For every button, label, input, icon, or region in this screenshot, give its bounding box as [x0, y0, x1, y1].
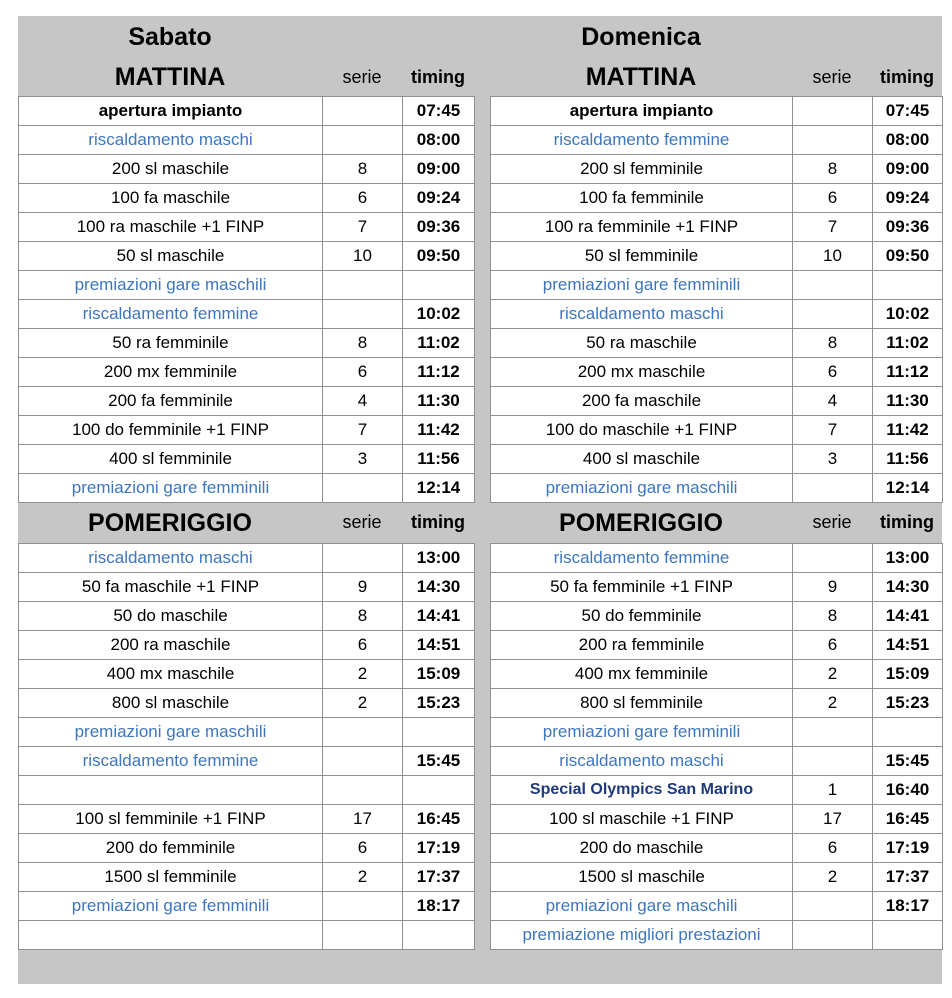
serie-cell: 2 — [323, 660, 403, 689]
event-cell: 100 fa femminile — [491, 184, 793, 213]
time-cell: 10:02 — [873, 300, 943, 329]
schedule-row — [491, 271, 943, 300]
time-cell: 14:30 — [873, 573, 943, 602]
event-cell: 200 do femminile — [19, 834, 323, 863]
serie-header: serie — [342, 67, 382, 87]
event-cell: riscaldamento maschi — [19, 544, 323, 573]
event-cell: apertura impianto — [491, 97, 793, 126]
schedule-row — [491, 213, 943, 242]
time-cell: 17:19 — [873, 834, 943, 863]
schedule-row — [491, 631, 943, 660]
schedule-row — [19, 805, 475, 834]
time-cell — [403, 271, 475, 300]
schedule-row — [491, 155, 943, 184]
event-cell: riscaldamento maschi — [491, 300, 793, 329]
event-cell: premiazioni gare maschili — [19, 718, 323, 747]
schedule-row — [19, 387, 475, 416]
event-cell: 100 sl maschile +1 FINP — [491, 805, 793, 834]
event-cell: premiazioni gare femminili — [19, 474, 323, 503]
schedule-row — [491, 660, 943, 689]
serie-cell — [323, 747, 403, 776]
serie-cell: 6 — [323, 834, 403, 863]
event-cell: 200 fa femminile — [19, 387, 323, 416]
serie-cell — [323, 126, 403, 155]
day-title: Sabato — [128, 23, 212, 51]
event-cell: 50 ra maschile — [491, 329, 793, 358]
sunday-afternoon-header — [490, 503, 942, 543]
event-cell: 100 ra maschile +1 FINP — [19, 213, 323, 242]
event-cell: 100 sl femminile +1 FINP — [19, 805, 323, 834]
time-cell — [873, 271, 943, 300]
serie-cell: 6 — [793, 358, 873, 387]
event-cell: 50 do maschile — [19, 602, 323, 631]
serie-cell — [323, 921, 403, 950]
time-cell: 09:24 — [403, 184, 475, 213]
saturday-afternoon-header — [18, 503, 474, 543]
schedule-row — [19, 358, 475, 387]
event-cell: 200 do maschile — [491, 834, 793, 863]
serie-cell — [323, 544, 403, 573]
time-cell: 14:41 — [403, 602, 475, 631]
serie-cell: 6 — [323, 358, 403, 387]
saturday-morning-table — [18, 96, 475, 503]
sunday-panel — [490, 16, 942, 950]
serie-header: serie — [812, 512, 852, 532]
serie-cell: 8 — [793, 602, 873, 631]
time-cell: 18:17 — [403, 892, 475, 921]
serie-cell: 6 — [793, 631, 873, 660]
time-cell: 17:19 — [403, 834, 475, 863]
serie-cell — [323, 776, 403, 805]
serie-cell: 8 — [323, 155, 403, 184]
serie-cell — [323, 271, 403, 300]
schedule-row — [491, 358, 943, 387]
schedule-row — [491, 416, 943, 445]
schedule-row — [19, 242, 475, 271]
serie-cell — [793, 126, 873, 155]
time-cell: 11:30 — [403, 387, 475, 416]
schedule-row — [19, 921, 475, 950]
event-cell: apertura impianto — [19, 97, 323, 126]
schedule-row — [491, 445, 943, 474]
event-cell: 50 fa maschile +1 FINP — [19, 573, 323, 602]
event-cell: premiazioni gare femminili — [491, 718, 793, 747]
schedule-row — [491, 921, 943, 950]
schedule-row — [491, 834, 943, 863]
time-cell: 11:42 — [403, 416, 475, 445]
time-cell: 07:45 — [873, 97, 943, 126]
schedule-row — [19, 660, 475, 689]
time-cell: 16:45 — [403, 805, 475, 834]
time-cell: 12:14 — [403, 474, 475, 503]
event-cell: premiazioni gare maschili — [491, 474, 793, 503]
event-cell: 1500 sl maschile — [491, 863, 793, 892]
saturday-afternoon-table — [18, 543, 475, 950]
time-cell: 18:17 — [873, 892, 943, 921]
time-cell: 16:40 — [873, 776, 943, 805]
schedule-row — [491, 242, 943, 271]
serie-cell — [793, 892, 873, 921]
schedule-row — [491, 892, 943, 921]
event-cell: 400 sl maschile — [491, 445, 793, 474]
time-cell: 16:45 — [873, 805, 943, 834]
event-cell — [19, 776, 323, 805]
serie-cell: 10 — [793, 242, 873, 271]
serie-cell — [793, 921, 873, 950]
schedule-row — [491, 387, 943, 416]
sunday-morning-table — [490, 96, 943, 503]
serie-cell — [793, 718, 873, 747]
schedule-row — [19, 544, 475, 573]
serie-cell: 9 — [323, 573, 403, 602]
time-cell — [403, 718, 475, 747]
time-cell: 09:00 — [873, 155, 943, 184]
timing-header: timing — [880, 67, 934, 87]
timing-header: timing — [880, 512, 934, 532]
time-cell: 15:09 — [873, 660, 943, 689]
event-cell: 800 sl maschile — [19, 689, 323, 718]
saturday-morning-header — [18, 16, 474, 96]
session-title: POMERIGGIO — [559, 509, 723, 537]
time-cell: 14:51 — [873, 631, 943, 660]
serie-cell — [323, 892, 403, 921]
schedule-row — [491, 126, 943, 155]
session-title: MATTINA — [114, 63, 226, 91]
time-cell: 15:45 — [403, 747, 475, 776]
event-cell: 1500 sl femminile — [19, 863, 323, 892]
event-cell: 200 ra maschile — [19, 631, 323, 660]
schedule-row — [19, 184, 475, 213]
event-cell: 200 sl maschile — [19, 155, 323, 184]
event-cell: riscaldamento maschi — [491, 747, 793, 776]
timing-header: timing — [411, 67, 465, 87]
saturday-panel — [18, 16, 474, 950]
event-cell: 200 fa maschile — [491, 387, 793, 416]
schedule-row — [491, 718, 943, 747]
schedule-row — [19, 573, 475, 602]
time-cell: 11:56 — [403, 445, 475, 474]
time-cell: 15:23 — [403, 689, 475, 718]
serie-cell: 2 — [793, 689, 873, 718]
event-cell: premiazioni gare maschili — [491, 892, 793, 921]
schedule-row — [491, 573, 943, 602]
serie-cell — [793, 271, 873, 300]
serie-cell — [793, 300, 873, 329]
event-cell: 100 do maschile +1 FINP — [491, 416, 793, 445]
event-cell: 50 sl femminile — [491, 242, 793, 271]
serie-cell: 2 — [323, 689, 403, 718]
schedule-row — [19, 300, 475, 329]
schedule-row — [19, 213, 475, 242]
time-cell — [403, 921, 475, 950]
event-cell: premiazioni gare femminili — [19, 892, 323, 921]
event-cell: 50 fa femminile +1 FINP — [491, 573, 793, 602]
schedule-row — [19, 834, 475, 863]
time-cell: 11:02 — [403, 329, 475, 358]
event-cell: 50 ra femminile — [19, 329, 323, 358]
schedule-row — [19, 747, 475, 776]
event-cell: 100 do femminile +1 FINP — [19, 416, 323, 445]
event-cell: premiazioni gare femminili — [491, 271, 793, 300]
event-cell: Special Olympics San Marino — [491, 776, 793, 805]
event-cell: 400 mx maschile — [19, 660, 323, 689]
sunday-morning-header — [490, 16, 942, 96]
time-cell: 13:00 — [873, 544, 943, 573]
schedule-row — [19, 97, 475, 126]
time-cell: 09:50 — [873, 242, 943, 271]
time-cell: 11:02 — [873, 329, 943, 358]
time-cell — [403, 776, 475, 805]
event-cell: 50 sl maschile — [19, 242, 323, 271]
time-cell — [873, 921, 943, 950]
time-cell: 09:24 — [873, 184, 943, 213]
schedule-row — [491, 805, 943, 834]
time-cell: 15:23 — [873, 689, 943, 718]
serie-cell: 6 — [793, 834, 873, 863]
serie-cell: 7 — [793, 416, 873, 445]
schedule-row — [491, 329, 943, 358]
schedule-row — [19, 271, 475, 300]
serie-cell — [323, 718, 403, 747]
time-cell: 15:09 — [403, 660, 475, 689]
serie-cell: 17 — [323, 805, 403, 834]
serie-cell: 6 — [793, 184, 873, 213]
schedule-row — [491, 184, 943, 213]
event-cell: 800 sl femminile — [491, 689, 793, 718]
time-cell — [873, 718, 943, 747]
schedule-row — [491, 474, 943, 503]
time-cell: 09:00 — [403, 155, 475, 184]
event-cell: premiazione migliori prestazioni — [491, 921, 793, 950]
event-cell: 100 ra femminile +1 FINP — [491, 213, 793, 242]
event-cell: 200 sl femminile — [491, 155, 793, 184]
serie-cell: 3 — [793, 445, 873, 474]
serie-cell — [323, 300, 403, 329]
event-cell: premiazioni gare maschili — [19, 271, 323, 300]
time-cell: 17:37 — [403, 863, 475, 892]
time-cell: 13:00 — [403, 544, 475, 573]
serie-cell — [793, 97, 873, 126]
serie-cell — [323, 474, 403, 503]
schedule-row — [491, 689, 943, 718]
time-cell: 11:56 — [873, 445, 943, 474]
schedule-row — [19, 602, 475, 631]
schedule-row — [491, 300, 943, 329]
event-cell: riscaldamento femmine — [19, 300, 323, 329]
event-cell: riscaldamento femmine — [19, 747, 323, 776]
day-title: Domenica — [581, 23, 701, 51]
serie-cell: 2 — [323, 863, 403, 892]
time-cell: 11:12 — [873, 358, 943, 387]
time-cell: 09:36 — [873, 213, 943, 242]
serie-cell: 7 — [793, 213, 873, 242]
time-cell: 11:12 — [403, 358, 475, 387]
event-cell: 400 sl femminile — [19, 445, 323, 474]
schedule-row — [491, 97, 943, 126]
serie-cell: 7 — [323, 416, 403, 445]
time-cell: 09:36 — [403, 213, 475, 242]
schedule-row — [19, 718, 475, 747]
schedule-row — [19, 445, 475, 474]
time-cell: 11:30 — [873, 387, 943, 416]
serie-cell: 6 — [323, 184, 403, 213]
time-cell: 09:50 — [403, 242, 475, 271]
schedule-row — [491, 747, 943, 776]
serie-cell: 2 — [793, 863, 873, 892]
serie-cell: 4 — [793, 387, 873, 416]
time-cell: 14:41 — [873, 602, 943, 631]
schedule-row — [491, 602, 943, 631]
schedule-row — [491, 776, 943, 805]
event-cell: 400 mx femminile — [491, 660, 793, 689]
schedule-row — [19, 776, 475, 805]
serie-cell: 8 — [793, 329, 873, 358]
schedule-row — [19, 892, 475, 921]
time-cell: 15:45 — [873, 747, 943, 776]
event-cell — [19, 921, 323, 950]
time-cell: 08:00 — [403, 126, 475, 155]
serie-cell: 8 — [323, 602, 403, 631]
serie-cell: 6 — [323, 631, 403, 660]
schedule-sheet — [18, 16, 942, 984]
serie-cell: 1 — [793, 776, 873, 805]
serie-cell — [793, 747, 873, 776]
event-cell: 200 ra femminile — [491, 631, 793, 660]
time-cell: 11:42 — [873, 416, 943, 445]
schedule-row — [19, 631, 475, 660]
schedule-row — [19, 329, 475, 358]
serie-cell: 17 — [793, 805, 873, 834]
time-cell: 14:30 — [403, 573, 475, 602]
event-cell: 200 mx femminile — [19, 358, 323, 387]
time-cell: 14:51 — [403, 631, 475, 660]
schedule-row — [19, 689, 475, 718]
schedule-row — [19, 863, 475, 892]
schedule-row — [491, 544, 943, 573]
schedule-row — [491, 863, 943, 892]
session-title: POMERIGGIO — [88, 509, 252, 537]
serie-cell: 2 — [793, 660, 873, 689]
event-cell: riscaldamento maschi — [19, 126, 323, 155]
serie-cell — [793, 474, 873, 503]
time-cell: 10:02 — [403, 300, 475, 329]
event-cell: 100 fa maschile — [19, 184, 323, 213]
serie-header: serie — [812, 67, 852, 87]
event-cell: 200 mx maschile — [491, 358, 793, 387]
event-cell: riscaldamento femmine — [491, 544, 793, 573]
schedule-row — [19, 126, 475, 155]
serie-cell: 7 — [323, 213, 403, 242]
serie-cell: 3 — [323, 445, 403, 474]
time-cell: 17:37 — [873, 863, 943, 892]
schedule-row — [19, 155, 475, 184]
serie-cell: 8 — [793, 155, 873, 184]
schedule-row — [19, 416, 475, 445]
time-cell: 12:14 — [873, 474, 943, 503]
serie-header: serie — [342, 512, 382, 532]
session-title: MATTINA — [585, 63, 697, 91]
sunday-afternoon-table — [490, 543, 943, 950]
timing-header: timing — [411, 512, 465, 532]
time-cell: 08:00 — [873, 126, 943, 155]
serie-cell: 10 — [323, 242, 403, 271]
serie-cell — [793, 544, 873, 573]
serie-cell: 8 — [323, 329, 403, 358]
schedule-row — [19, 474, 475, 503]
time-cell: 07:45 — [403, 97, 475, 126]
event-cell: 50 do femminile — [491, 602, 793, 631]
event-cell: riscaldamento femmine — [491, 126, 793, 155]
serie-cell: 4 — [323, 387, 403, 416]
serie-cell: 9 — [793, 573, 873, 602]
serie-cell — [323, 97, 403, 126]
